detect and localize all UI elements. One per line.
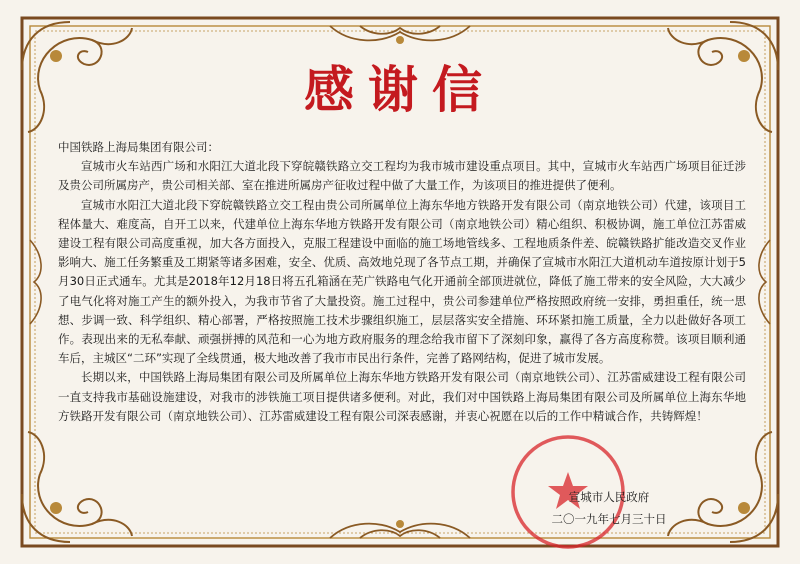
left-center-ornament xyxy=(30,240,41,324)
letter-title: 感谢信 xyxy=(304,60,496,119)
signature-block xyxy=(534,486,684,530)
paragraph-2: 宣城市水阳江大道北段下穿皖赣铁路立交工程由贵公司所属单位上海东华地方铁路开发有限公司（南京地铁公司）代建，该项目工程体量大、难度高，自开工以来，代建单位上海东华地方铁路开发有限公司（南京地铁公司）精心组织、积极协调，施工单位江苏雷威建设工程有限公司高度重视，加大各方面投入，克服工程建设中面临的施工场地管线多、工程地质条件差、皖赣铁路扩能改造交叉作业影响大、施工任务繁重及工期紧等诸多困难，安全、优质、高效地兑现了各节点工期，并确保了宣城市水阳江大道机动车道按原计划于5月30日正式通车。尤其是2018年12月18日将五孔箱涵在芜广铁路电气化开通前全部顶进就位，降低了施工带来的安全风险，大大减少了电气化将对施工产生的额外投入，为我市节省了大量投资。施工过程中，贵公司参建单位严格按照政府统一安排，勇担重任，统一思想、步调一致、科学组织、精心部署，严格按照施工技术步骤组织施工，层层落实安全措施、环环紧扣施工质量，全力以赴做好各项工作。表现出来的无私奉献、顽强拼搏的风范和一心为地方政府服务的理念给我市留下了深刻印象，赢得了各方高度称赞。该项目顺利通车后，主城区“二环”实现了全线贯通，极大地改善了我市市民出行条件，完善了路网结构，促进了城市发展。 xyxy=(58,197,746,366)
corner-ornament-bottom-right xyxy=(668,432,778,542)
corner-ornament-bottom-left xyxy=(22,432,132,542)
top-center-ornament xyxy=(330,26,470,44)
letter-body xyxy=(58,138,746,426)
salutation: 中国铁路上海局集团有限公司： xyxy=(58,140,219,154)
signature: 宣城市人民政府 xyxy=(568,490,650,504)
paragraph-1: 宣城市火车站西广场和水阳江大道北段下穿皖赣铁路立交工程均为我市城市建设重点项目。其中，宣城市火车站西广场项目征迁涉及贵公司所属房产，贵公司相关部、室在推进所属房产征收过程中做了大量工作，为该项目的推进提供了便利。 xyxy=(58,159,746,193)
date: 二〇一九年七月三十日 xyxy=(551,512,667,526)
paragraph-3: 长期以来，中国铁路上海局集团有限公司及所属单位上海东华地方铁路开发有限公司（南京地铁公司）、江苏雷威建设工程有限公司一直支持我市基础设施建设，对我市的涉铁施工项目提供诸多便利。对此，我们对中国铁路上海局集团有限公司及所属单位上海东华地方铁路开发有限公司（南京地铁公司）、江苏雷威建设工程有限公司深表感谢，并衷心祝愿在以后的工作中精诚合作，共铸辉煌！ xyxy=(58,370,746,423)
right-center-ornament xyxy=(759,240,770,324)
bottom-center-ornament xyxy=(330,520,470,538)
